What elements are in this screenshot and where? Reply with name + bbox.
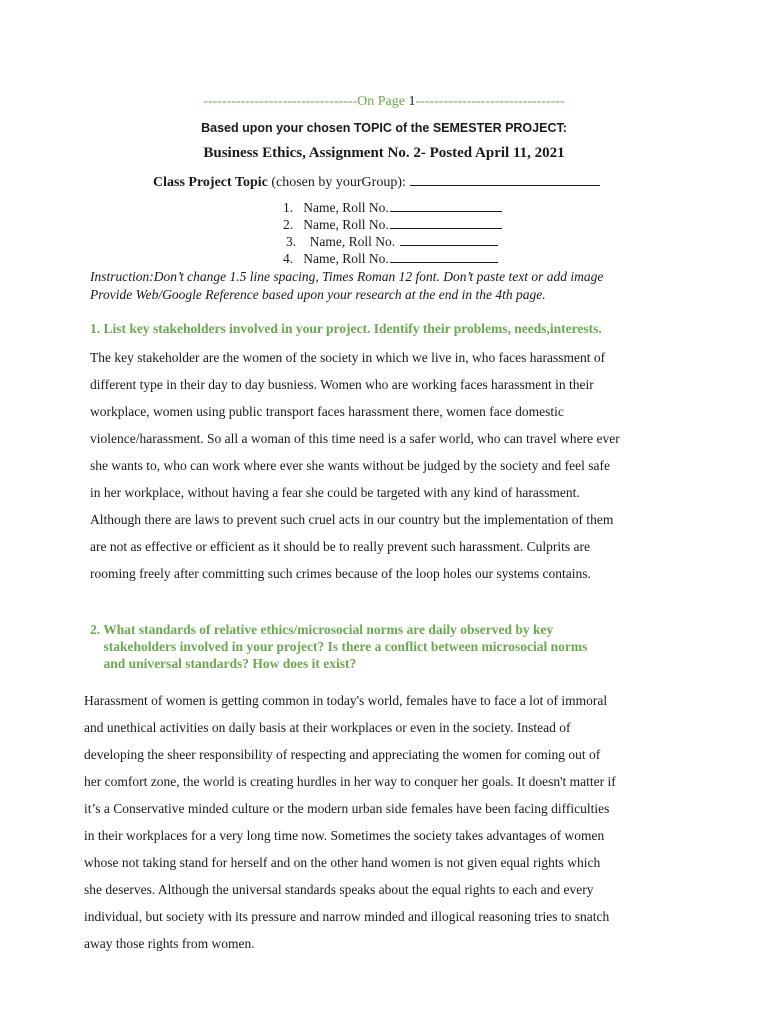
subtitle: Based upon your chosen TOPIC of the SEMESTER PROJECT: bbox=[201, 121, 567, 135]
answer-line: violence/harassment. So all a woman of this time need is a safer world, who can travel where ever bbox=[90, 431, 620, 446]
topic-blank-line bbox=[410, 172, 600, 186]
question-1-answer bbox=[90, 344, 690, 587]
page-number: 1 bbox=[408, 94, 416, 109]
instruction-line: Instruction:Don’t change 1.5 line spacing, Times Roman 12 font. Don’t paste text or add image bbox=[90, 269, 604, 284]
question-2-heading bbox=[90, 621, 587, 672]
topic-label: Class Project Topic bbox=[153, 175, 268, 190]
answer-line: Harassment of women is getting common in today's world, females have to face a lot of immoral bbox=[84, 693, 608, 708]
member-item bbox=[283, 199, 502, 216]
answer-line: away those rights from women. bbox=[84, 936, 255, 951]
answer-line: in their workplaces for a very long time now. Sometimes the society takes advantages of women bbox=[84, 828, 605, 843]
page-marker-right: -------------------------------- bbox=[415, 94, 565, 109]
member-label: Name, Roll No. bbox=[303, 217, 389, 232]
question-2-heading-line: 2. What standards of relative ethics/microsocial norms are daily observed by key bbox=[90, 622, 554, 637]
answer-line: are not as effective or efficient as it should be to really prevent such harassment. Culprits are bbox=[90, 539, 590, 554]
answer-line: developing the sheer responsibility of respecting and appreciating the women for coming out of bbox=[84, 747, 601, 762]
answer-line: Although there are laws to prevent such cruel acts in our country but the implementation of them bbox=[90, 512, 614, 527]
answer-line: workplace, women using public transport faces harassment there, women face domestic bbox=[90, 404, 564, 419]
question-2-heading-line: and universal standards? How does it exist? bbox=[90, 656, 357, 671]
answer-line: The key stakeholder are the women of the society in which we live in, who faces harassment of bbox=[90, 350, 606, 365]
member-blank-line bbox=[390, 199, 502, 212]
question-2-heading-line: stakeholders involved in your project? Is there a conflict between microsocial norms bbox=[90, 639, 588, 654]
page-marker-left: ---------------------------------On Page bbox=[203, 94, 409, 109]
page-marker bbox=[0, 94, 768, 110]
assignment-title: Business Ethics, Assignment No. 2- Posted April 11, 2021 bbox=[203, 145, 565, 161]
answer-line: and unethical activities on daily basis at their workplaces or even in the society. Instead of bbox=[84, 720, 571, 735]
topic-hint: (chosen by yourGroup): bbox=[267, 175, 406, 190]
member-blank-line bbox=[400, 233, 498, 246]
answer-line: rooming freely after committing such crimes because of the loop holes our systems contains. bbox=[90, 566, 591, 581]
member-item bbox=[286, 233, 498, 250]
member-number: 4. bbox=[283, 251, 294, 266]
member-blank-line bbox=[390, 250, 498, 263]
member-item bbox=[283, 216, 502, 233]
member-label: Name, Roll No. bbox=[303, 200, 389, 215]
member-number: 1. bbox=[283, 200, 294, 215]
answer-line: different type in their day to day busniess. Women who are working faces harassment in their bbox=[90, 377, 594, 392]
question-1-heading: 1. List key stakeholders involved in your project. Identify their problems, needs,interests. bbox=[90, 321, 602, 336]
member-blank-line bbox=[390, 216, 502, 229]
answer-line: she wants to, who can work where ever she wants without be judged by the society and feel safe bbox=[90, 458, 610, 473]
question-2-answer bbox=[84, 687, 694, 957]
answer-line: whose not taking stand for herself and on the other hand women is not given equal rights which bbox=[84, 855, 601, 870]
answer-line: individual, but society with its pressure and narrow minded and illogical reasoning tries to snatch bbox=[84, 909, 610, 924]
answer-line: it’s a Conservative minded culture or the modern urban side females have been facing difficulties bbox=[84, 801, 610, 816]
instruction-line: Provide Web/Google Reference based upon your research at the end in the 4th page. bbox=[90, 287, 546, 302]
topic-line bbox=[153, 172, 600, 191]
member-number: 3. bbox=[286, 234, 297, 249]
answer-line: in her workplace, without having a fear she could be targeted with any kind of harassment. bbox=[90, 485, 580, 500]
answer-line: she deserves. Although the universal standards speaks about the equal rights to each and every bbox=[84, 882, 594, 897]
member-item bbox=[283, 250, 498, 267]
member-number: 2. bbox=[283, 217, 294, 232]
answer-line: her comfort zone, the world is creating hurdles in her way to conquer her goals. It doesn't matter if bbox=[84, 774, 616, 789]
member-label: Name, Roll No. bbox=[306, 234, 399, 249]
member-label: Name, Roll No. bbox=[303, 251, 389, 266]
instructions bbox=[90, 268, 603, 304]
